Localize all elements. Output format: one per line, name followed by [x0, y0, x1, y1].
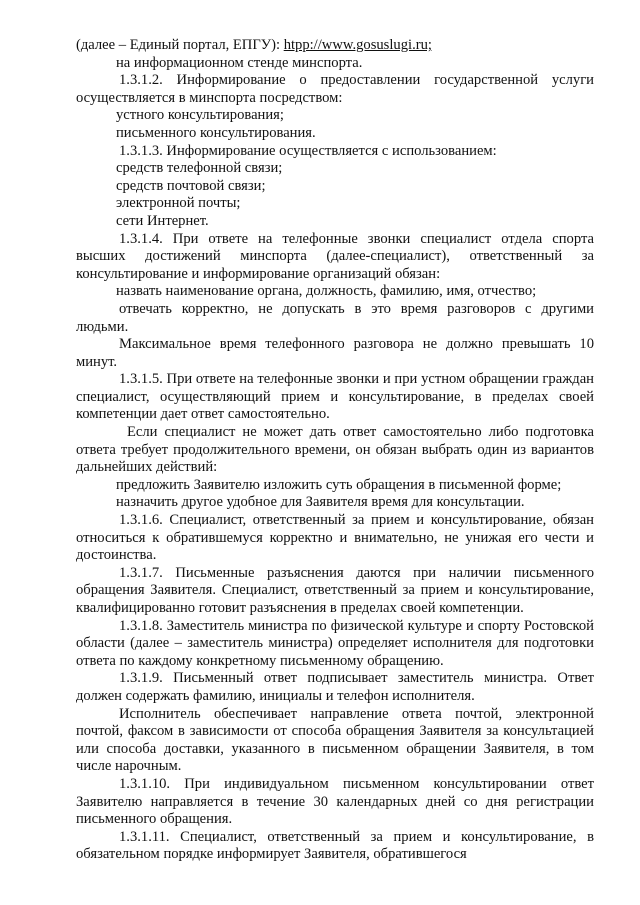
paragraph-1-3-1-5: 1.3.1.5. При ответе на телефонные звонки и при устном обращении граждан специалист, осуществляющий прием и консультирование, в пределах своей компетенции дает ответ самостоятельно.	[76, 371, 594, 423]
list-item-name: назвать наименование органа, должность, фамилию, имя, отчество;	[116, 283, 537, 300]
paragraph-1-3-1-6: 1.3.1.6. Специалист, ответственный за прием и консультирование, обязан относиться к обратившемуся корректно и внимательно, не унижая его чести и достоинства.	[76, 512, 594, 564]
list-item-email: электронной почты;	[116, 195, 241, 212]
list-item-internet: сети Интернет.	[116, 212, 209, 229]
list-item-post: средств почтовой связи;	[116, 177, 266, 194]
portal-line	[76, 37, 594, 55]
list-item-written: письменного консультирования.	[116, 124, 316, 141]
paragraph-1-3-1-9: 1.3.1.9. Письменный ответ подписывает заместитель министра. Ответ должен содержать фамилию, инициалы и телефон исполнителя.	[76, 670, 594, 704]
portal-link[interactable]: htpp://www.gosuslugi.ru;	[283, 37, 432, 53]
document-page	[76, 37, 594, 864]
paragraph-executor: Исполнитель обеспечивает направление ответа почтой, электронной почтой, факсом в зависимости от способа обращения Заявителя за консультацией или способа доставки, указанного в письменном обращении Заявителя, в том числе нарочным.	[76, 705, 594, 775]
paragraph-1-3-1-11: 1.3.1.11. Специалист, ответственный за прием и консультирование, в обязательном порядке информирует Заявителя, обратившегося	[76, 828, 594, 863]
paragraph-stand: на информационном стенде минспорта.	[116, 54, 363, 71]
list-item-reschedule: назначить другое удобное для Заявителя время для консультации.	[116, 494, 525, 511]
portal-text: (далее – Единый портал, ЕПГУ):	[76, 37, 284, 53]
paragraph-1-3-1-3: 1.3.1.3. Информирование осуществляется с использованием:	[119, 142, 497, 159]
list-item-phone: средств телефонной связи;	[116, 160, 283, 177]
list-item-oral: устного консультирования;	[116, 107, 284, 124]
paragraph-1-3-1-7: 1.3.1.7. Письменные разъяснения даются при наличии письменного обращения Заявителя. Специалист, ответственный за прием и консультирование, квалифицированно готовит разъяснения в пределах своей компетенции.	[76, 564, 594, 616]
paragraph-1-3-1-10: 1.3.1.10. При индивидуальном письменном консультировании ответ Заявителю направляется в течение 30 календарных дней со дня регистрации письменного обращения.	[76, 775, 594, 828]
paragraph-1-3-1-2: 1.3.1.2. Информирование о предоставлении государственной услуги осуществляется в минспорта посредством:	[76, 72, 594, 106]
paragraph-if-cannot: Если специалист не может дать ответ самостоятельно либо подготовка ответа требует продолжительного времени, он обязан выбрать один из вариантов дальнейших действий:	[76, 424, 594, 476]
paragraph-1-3-1-4: 1.3.1.4. При ответе на телефонные звонки специалист отдела спорта высших достижений минспорта (далее-специалист), ответственный за консультирование и информирование организаций обязан:	[76, 230, 594, 282]
list-item-suggest: предложить Заявителю изложить суть обращения в письменной форме;	[116, 476, 562, 493]
paragraph-max-time: Максимальное время телефонного разговора не должно превышать 10 минут.	[76, 336, 594, 370]
paragraph-answer-correctly: отвечать корректно, не допускать в это время разговоров с другими людьми.	[76, 300, 594, 335]
paragraph-1-3-1-8: 1.3.1.8. Заместитель министра по физической культуре и спорту Ростовской области (далее – заместитель министра) определяет исполнителя для подготовки ответа по каждому конкретному письменному обращению.	[76, 617, 594, 669]
